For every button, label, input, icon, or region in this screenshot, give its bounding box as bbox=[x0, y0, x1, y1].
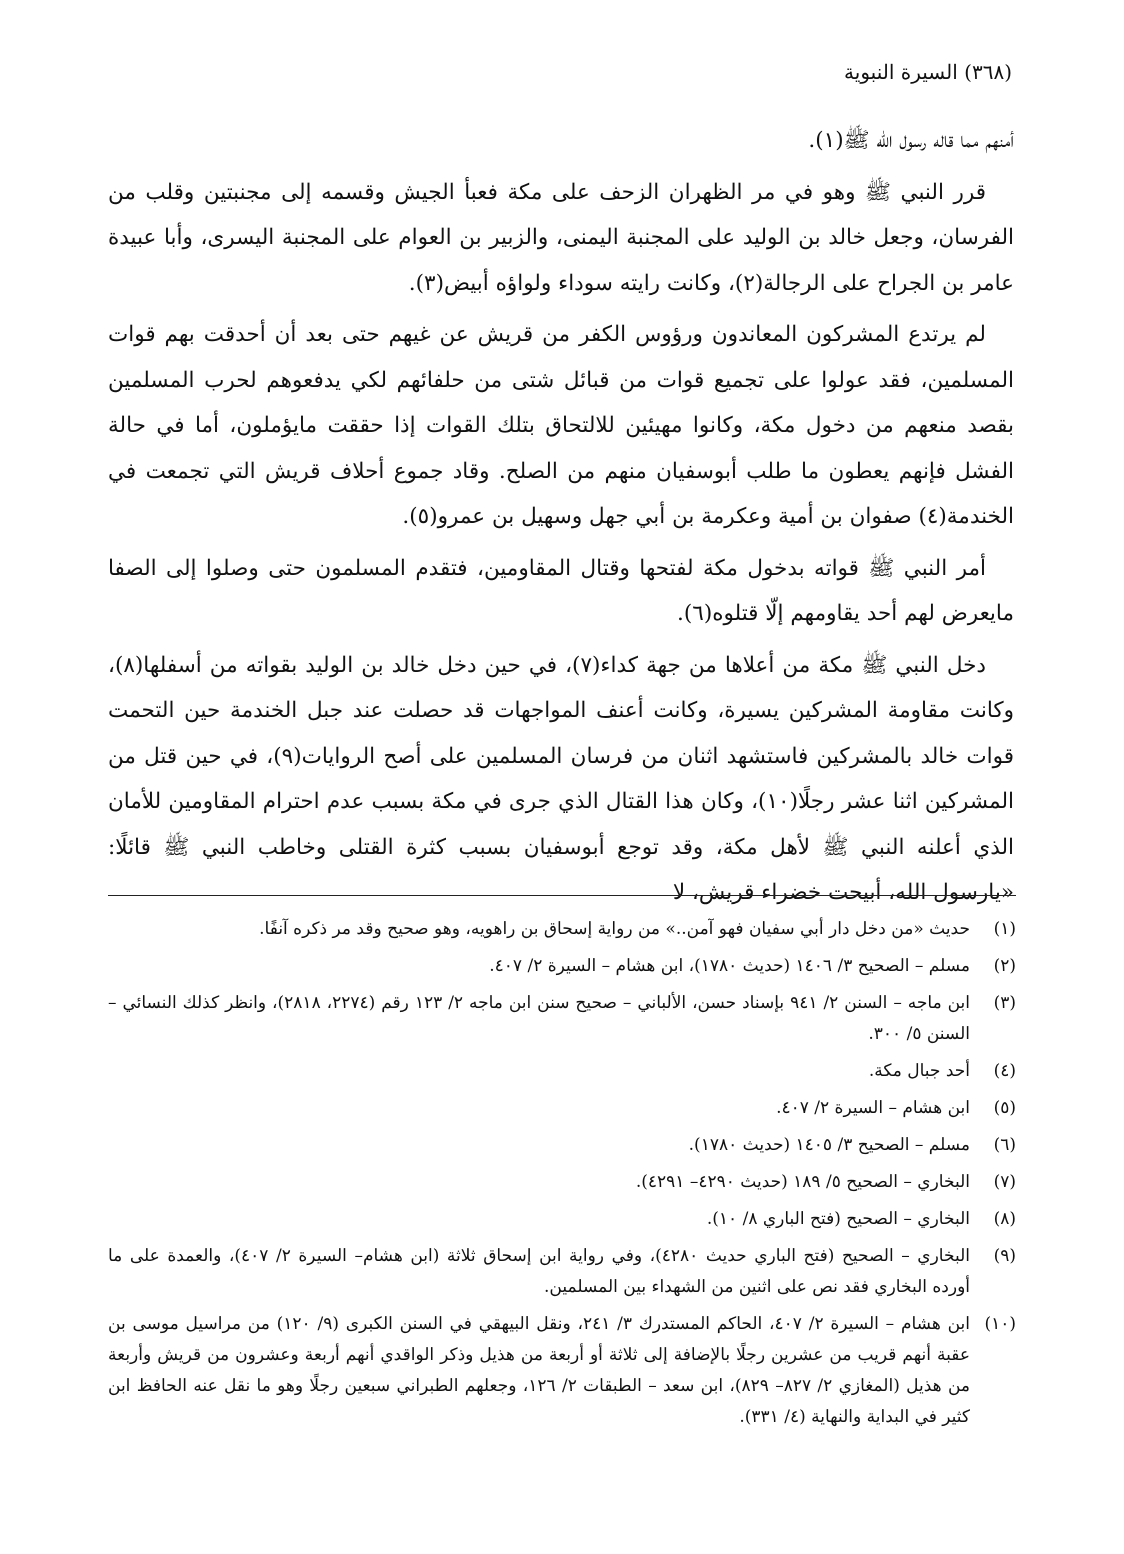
footnote bbox=[108, 1309, 1016, 1433]
footnote-text: البخاري – الصحيح ٥/ ١٨٩ (حديث ٤٢٩٠– ٤٢٩١). bbox=[635, 1172, 970, 1192]
footnote-text: ابن ماجه – السنن ٢/ ٩٤١ بإسناد حسن، الألباني – صحيح سنن ابن ماجه ٢/ ١٢٣ رقم (٢٢٧٤، ٢٨١٨)، وانظر كذلك النسائي – السنن ٥/ ٣٠٠. bbox=[108, 993, 971, 1044]
footnote-separator bbox=[108, 895, 1016, 896]
footnote bbox=[108, 988, 1016, 1050]
footnote-number: (٢) bbox=[993, 956, 1016, 976]
paragraph: لم يرتدع المشركون المعاندون ورؤوس الكفر من قريش عن غيهم حتى بعد أن أحدقت بهم قوات المسلمين، فقد عولوا على تجميع قوات من قبائل شتى من حلفائهم لكي يدفعوهم لحرب المسلمين بقصد منعهم من دخول مكة، وكانوا مهيئين للالتحاق بتلك القوات إذا حققت مايؤملون، أما في حالة الفشل فإنهم يعطون ما طلب أبوسفيان منهم من الصلح. وقاد جموع أحلاف قريش التي تجمعت في الخندمة(٤) صفوان بن أمية وعكرمة بن أبي جهل وسهيل بن عمرو(٥). bbox=[108, 322, 1014, 529]
footnote-number: (١٠) bbox=[984, 1314, 1016, 1334]
footnote-number: (٣) bbox=[993, 993, 1016, 1013]
footnote bbox=[108, 914, 1016, 945]
footnote-text: ابن هشام – السيرة ٢/ ٤٠٧، الحاكم المستدرك ٣/ ٢٤١، ونقل البيهقي في السنن الكبرى (٩/ ١٢٠) من مراسيل موسى بن عقبة أنهم قريب من عشرين رجلًا بالإضافة إلى ثلاثة أو أربعة من هذيل وذكر الواقدي أنهم أربعة وعشرون من قريش وأربعة من هذيل (المغازي ٢/ ٨٢٧– ٨٢٩)، ابن سعد – الطبقات ٢/ ١٢٦، وجعلهم الطبراني سبعين رجلًا وهو ما نقل عنه الحافظ ابن كثير في البداية والنهاية (٤/ ٣٣١). bbox=[108, 1314, 970, 1427]
footnote bbox=[108, 1241, 1016, 1303]
footnote-number: (٥) bbox=[993, 1098, 1016, 1118]
footnote bbox=[108, 1204, 1016, 1235]
footnote-number: (٦) bbox=[993, 1135, 1016, 1155]
paragraph: دخل النبي ﷺ مكة من أعلاها من جهة كداء(٧)، في حين دخل خالد بن الوليد بقواته من أسفلها(٨)، وكانت مقاومة المشركين يسيرة، وكانت أعنف المواجهات قد حصلت عند جبل الخندمة حين التحمت قوات خالد بالمشركين فاستشهد اثنان من فرسان المسلمين على أصح الروايات(٩)، في حين قتل من المشركين اثنا عشر رجلًا(١٠)، وكان هذا القتال الذي جرى في مكة بسبب عدم احترام المقاومين للأمان الذي أعلنه النبي ﷺ لأهل مكة، وقد توجع أبوسفيان بسبب كثرة القتلى وخاطب النبي ﷺ قائلًا: «يارسول الله، أبيحت خضراء قريش، لا bbox=[108, 652, 1014, 905]
footnote bbox=[108, 951, 1016, 982]
paragraph: أمر النبي ﷺ قواته بدخول مكة لفتحها وقتال المقاومين، فتقدم المسلمون حتى وصلوا إلى الصفا مايعرض لهم أحد يقاومهم إلّا قتلوه(٦). bbox=[108, 555, 1014, 626]
footnote-text: ابن هشام – السيرة ٢/ ٤٠٧. bbox=[776, 1098, 970, 1118]
main-text bbox=[108, 118, 1014, 922]
footnotes bbox=[108, 914, 1016, 1439]
footnote bbox=[108, 1056, 1016, 1087]
paragraph: قرر النبي ﷺ وهو في مر الظهران الزحف على مكة فعبأ الجيش وقسمه إلى مجنبتين وقلب من الفرسان، وجعل خالد بن الوليد على المجنبة اليمنى، والزبير بن العوام على المجنبة اليسرى، وأبا عبيدة عامر بن الجراح على الرجالة(٢)، وكانت رايته سوداء ولواؤه أبيض(٣). bbox=[108, 179, 1014, 296]
footnote-number: (٧) bbox=[993, 1172, 1016, 1192]
footnote-text: أحد جبال مكة. bbox=[868, 1061, 970, 1081]
footnote-number: (١) bbox=[993, 919, 1016, 939]
footnote-number: (٤) bbox=[993, 1061, 1016, 1081]
paragraph: أمنهم مما قاله رسول الله ﷺ(١). bbox=[808, 128, 1014, 153]
running-head: (٣٦٨) السيرة النبوية bbox=[844, 60, 1012, 84]
footnote-number: (٨) bbox=[993, 1209, 1016, 1229]
footnote-text: مسلم – الصحيح ٣/ ١٤٠٦ (حديث ١٧٨٠)، ابن هشام – السيرة ٢/ ٤٠٧. bbox=[489, 956, 970, 976]
footnote-text: البخاري – الصحيح (فتح الباري حديث ٤٢٨٠)، وفي رواية ابن إسحاق ثلاثة (ابن هشام– السيرة ٢/ ٤٠٧)، والعمدة على ما أورده البخاري فقد نص على اثنين من الشهداء بين المسلمين. bbox=[108, 1246, 970, 1297]
footnote bbox=[108, 1167, 1016, 1198]
footnote-text: البخاري – الصحيح (فتح الباري ٨/ ١٠). bbox=[706, 1209, 970, 1229]
footnote-text: حديث «من دخل دار أبي سفيان فهو آمن..» من رواية إسحاق بن راهويه، وهو صحيح وقد مر ذكره آنفًا. bbox=[259, 919, 970, 939]
footnote-text: مسلم – الصحيح ٣/ ١٤٠٥ (حديث ١٧٨٠). bbox=[688, 1135, 970, 1155]
footnote-number: (٩) bbox=[993, 1246, 1016, 1266]
footnote bbox=[108, 1130, 1016, 1161]
footnote bbox=[108, 1093, 1016, 1124]
